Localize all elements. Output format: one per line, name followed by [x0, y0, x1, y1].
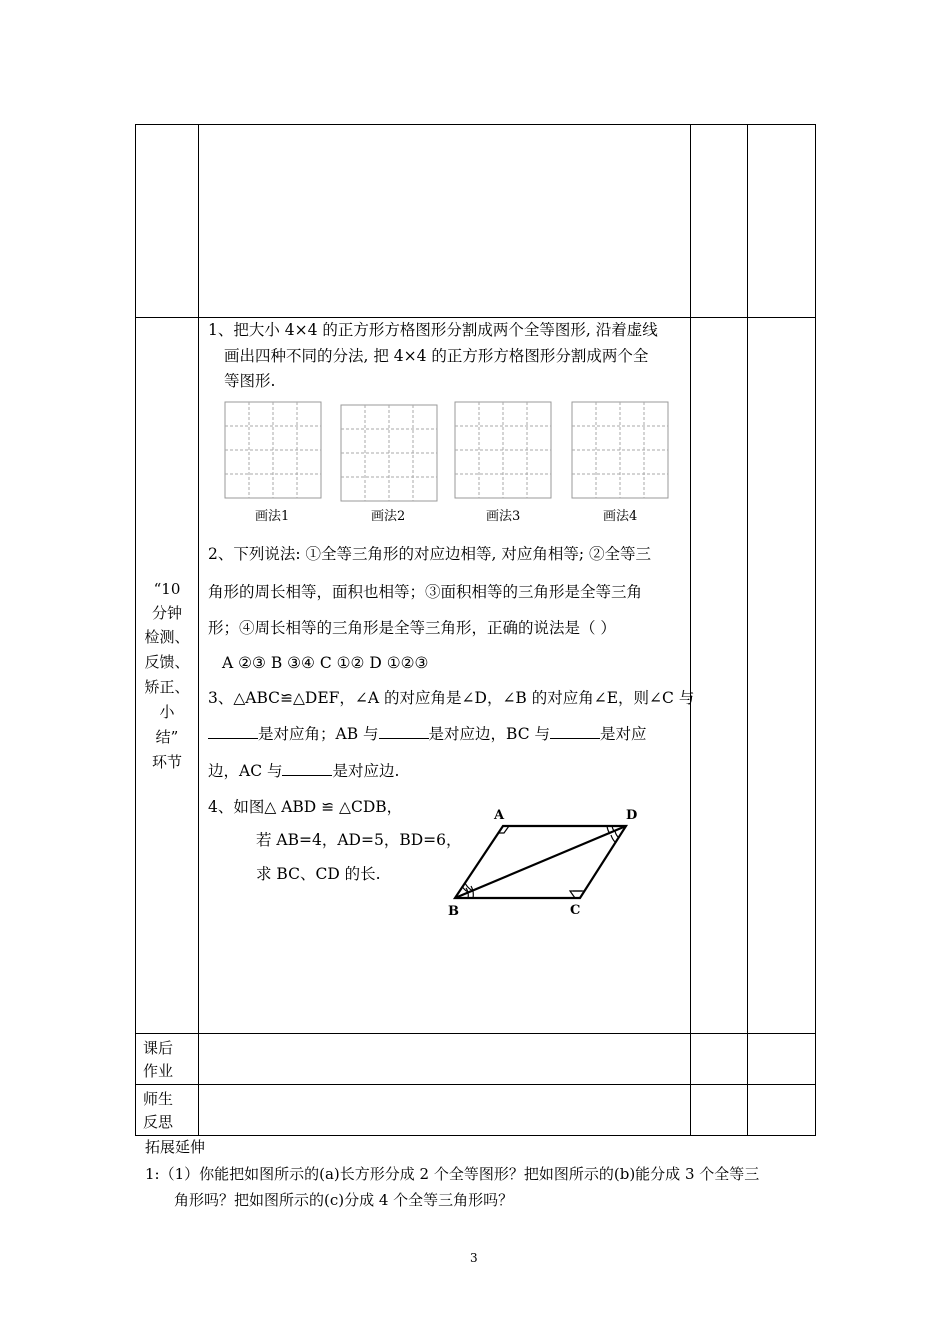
point-label-a: A — [494, 808, 505, 823]
table-border-bottom — [135, 1135, 816, 1136]
grid-caption: 画法4 — [603, 509, 638, 524]
grid-caption: 画法2 — [371, 509, 406, 524]
question-text: 等图形. — [224, 372, 276, 390]
grid-figure-2 — [341, 405, 437, 501]
parallelogram-figure — [440, 800, 640, 920]
point-label-d: D — [626, 808, 638, 823]
question-text: 4、如图△ ABD ≌ △CDB， — [208, 798, 403, 816]
section-label-line: 反馈、 — [144, 653, 190, 671]
section-label-line: 环节 — [151, 753, 182, 771]
question-text: 形；④周长相等的三角形是全等三角形，正确的说法是（ ） — [208, 619, 616, 637]
question-text: 若 AB=4，AD=5，BD=6， — [256, 831, 462, 849]
answer-options: A ②③ B ③④ C ①② D ①②③ — [222, 654, 429, 672]
section-label-line: “10 — [153, 580, 181, 598]
question-text-fragment: 是对应角；AB 与 — [258, 725, 379, 743]
reflection-label: 师生 — [143, 1090, 174, 1108]
grid-caption: 画法3 — [486, 509, 521, 524]
extension-text: 角形吗？把如图所示的(c)分成 4 个全等三角形吗？ — [174, 1191, 514, 1209]
point-label-c: C — [570, 903, 581, 918]
table-row-divider — [135, 317, 816, 318]
grid-figure-3 — [455, 402, 551, 498]
question-text-fragment: 是对应 — [599, 725, 647, 743]
grid-figures — [220, 398, 680, 504]
section-label-line: 分钟 — [151, 604, 182, 622]
table-col-divider — [690, 124, 691, 1136]
point-label-b: B — [448, 904, 459, 919]
question-text: 求 BC、CD 的长. — [256, 865, 381, 883]
section-label-line: 小 — [159, 703, 175, 721]
section-label-line: 矫正、 — [144, 678, 190, 696]
question-text: 角形的周长相等，面积也相等；③面积相等的三角形是全等三角 — [208, 583, 643, 601]
homework-label: 课后 — [143, 1039, 174, 1057]
table-col-divider — [135, 124, 136, 1136]
grid-caption: 画法1 — [255, 509, 290, 524]
reflection-label: 反思 — [143, 1113, 174, 1131]
section-label-line: 检测、 — [144, 628, 190, 646]
table-row-divider — [135, 1084, 816, 1085]
answer-blank[interactable] — [282, 761, 332, 776]
section-label-line: 结” — [155, 728, 179, 746]
table-row-divider — [135, 1033, 816, 1034]
extension-title: 拓展延伸 — [145, 1138, 206, 1156]
extension-text: 1:（1）你能把如图所示的(a)长方形分成 2 个全等图形？把如图所示的(b)能分成 3 个全等三 — [145, 1165, 760, 1183]
question-text — [208, 761, 399, 781]
table-col-divider — [815, 124, 816, 1136]
question-text — [208, 724, 647, 744]
question-text: 2、下列说法: ①全等三角形的对应边相等, 对应角相等; ②全等三 — [208, 545, 652, 563]
answer-blank[interactable] — [379, 724, 429, 739]
question-text-fragment: 边，AC 与 — [208, 762, 283, 780]
page-number: 3 — [470, 1251, 478, 1265]
answer-blank[interactable] — [208, 724, 258, 739]
table-col-divider — [198, 124, 199, 1136]
question-text: 画出四种不同的分法, 把 4×4 的正方形方格图形分割成两个全 — [224, 347, 649, 365]
table-border-top — [135, 124, 816, 125]
grid-figure-4 — [572, 402, 668, 498]
answer-blank[interactable] — [550, 724, 600, 739]
grid-figure-1 — [225, 402, 321, 498]
table-col-divider — [747, 124, 748, 1136]
question-text: 3、△ABC≌△DEF，∠A 的对应角是∠D，∠B 的对应角∠E，则∠C 与 — [208, 689, 695, 707]
question-text: 1、把大小 4×4 的正方形方格图形分割成两个全等图形, 沿着虚线 — [208, 321, 658, 339]
question-text-fragment: 是对应边. — [332, 762, 400, 780]
homework-label: 作业 — [143, 1062, 174, 1080]
question-text-fragment: 是对应边，BC 与 — [428, 725, 550, 743]
